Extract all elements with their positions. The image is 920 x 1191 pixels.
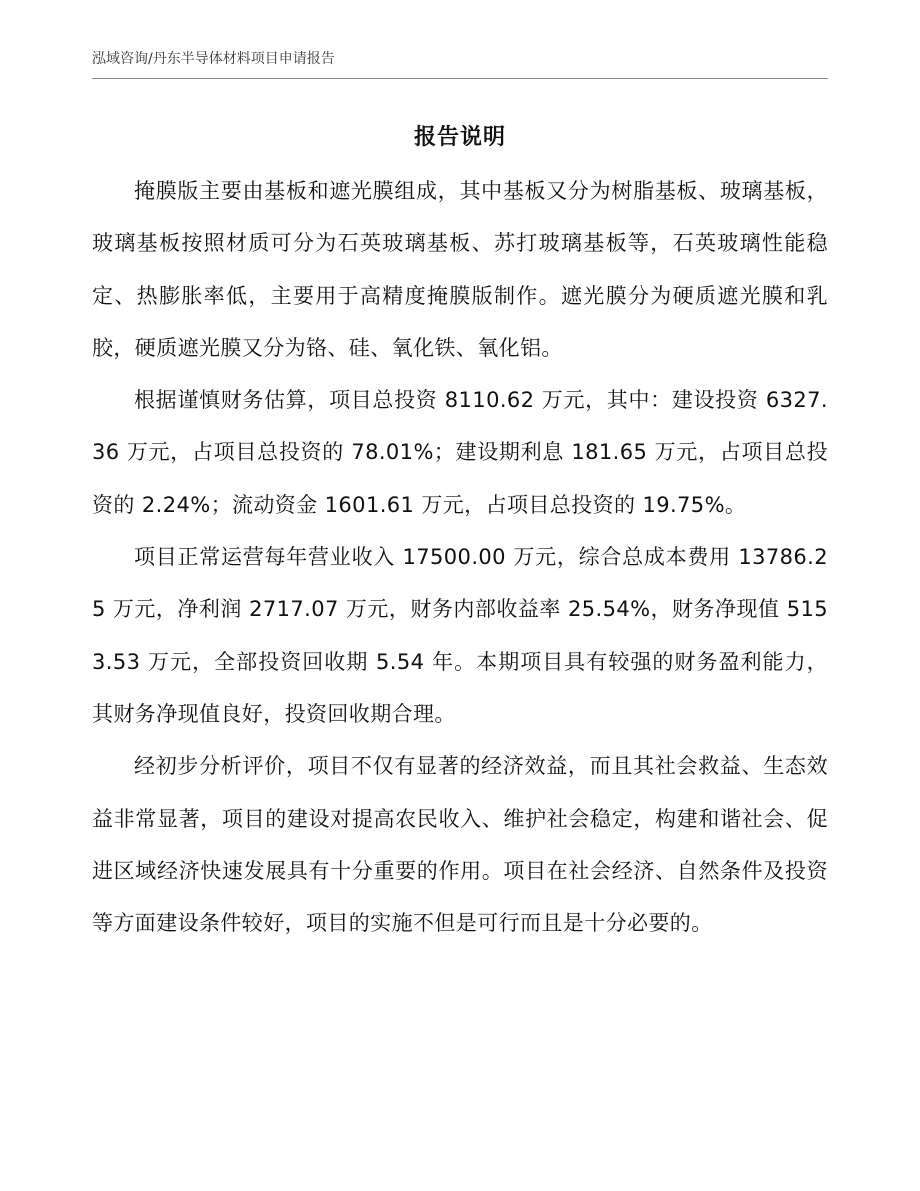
paragraph-evaluation: 经初步分析评价，项目不仅有显著的经济效益，而且其社会救益、生态效益非常显著，项目的建设对提高农民收入、维护社会稳定，构建和谐社会、促进区域经济快速发展具有十分重要的作用。项目在社会经济、自然条件及投资等方面建设条件较好，项目的实施不但是可行而且是十分必要的。	[92, 754, 828, 936]
running-header: 泓域咨询/丹东半导体材料项目申请报告	[92, 51, 335, 67]
paragraph-mask-composition: 掩膜版主要由基板和遮光膜组成，其中基板又分为树脂基板、玻璃基板，玻璃基板按照材质可分为石英玻璃基板、苏打玻璃基板等，石英玻璃性能稳定、热膨胀率低，主要用于高精度掩膜版制作。遮光膜分为硬质遮光膜和乳胶，硬质遮光膜又分为铬、硅、氧化铁、氧化铝。	[92, 179, 828, 360]
page-title: 报告说明	[413, 125, 506, 150]
header-divider	[92, 78, 828, 79]
paragraph-operating-finance: 项目正常运营每年营业收入 17500.00 万元，综合总成本费用 13786.25 万元，净利润 2717.07 万元，财务内部收益率 25.54%，财务净现值 5153.53 万元，全部投资回收期 5.54 年。本期项目具有较强的财务盈利能力，其财务净现值良好，投资回收期合理。	[92, 545, 828, 726]
document-body	[92, 165, 828, 949]
paragraph-investment-estimate: 根据谨慎财务估算，项目总投资 8110.62 万元，其中：建设投资 6327.36 万元，占项目总投资的 78.01%；建设期利息 181.65 万元，占项目总投资的 2.24%；流动资金 1601.61 万元，占项目总投资的 19.75%。	[92, 388, 828, 517]
